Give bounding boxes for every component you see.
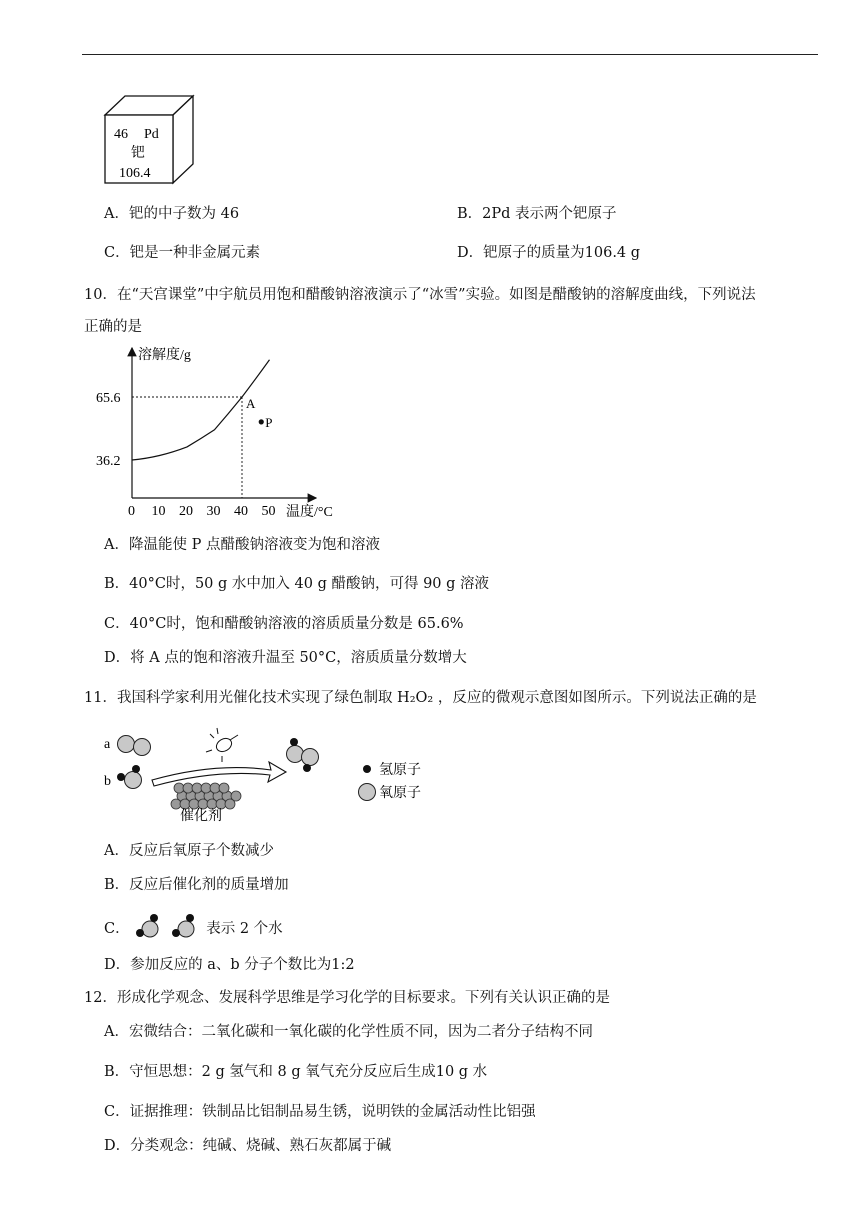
- x-tick-label: 0: [128, 504, 135, 519]
- q12-option-a: A．宏微结合：二氧化碳和一氧化碳的化学性质不同，因为二者分子结构不同: [104, 1024, 593, 1040]
- water-molecules-icon: [134, 914, 206, 940]
- q12-option-c: C．证据推理：铁制品比铝制品易生锈，说明铁的金属活动性比铝强: [104, 1104, 536, 1120]
- q11-stem: 11．我国科学家利用光催化技术实现了绿色制取 H₂O₂ ，反应的微观示意图如图所示。下列说法正确的是: [84, 690, 757, 706]
- x-axis-label: 温度/°C: [286, 505, 333, 520]
- hydrogen-atom: [303, 764, 311, 772]
- catalyst-label: 催化剂: [180, 809, 222, 824]
- q9-option-b: B．2Pd 表示两个钯原子: [457, 206, 617, 222]
- y-tick-label: 36.2: [96, 454, 121, 469]
- q10-stem-line1: 10．在“天宫课堂”中宇航员用饱和醋酸钠溶液演示了“冰雪”实验。如图是醋酸钠的溶解度曲线，下列说法: [84, 287, 756, 303]
- y-axis-label: 溶解度/g: [138, 348, 191, 363]
- element-mass: 106.4: [119, 166, 151, 181]
- legend-oxygen-icon: [359, 784, 376, 801]
- hydrogen-atom: [117, 773, 125, 781]
- q10-option-a: A．降温能使 P 点醋酸钠溶液变为饱和溶液: [104, 537, 380, 553]
- catalyst-spheres: [171, 783, 241, 809]
- oxygen-atom: [302, 749, 319, 766]
- q11-option-a: A．反应后氧原子个数减少: [104, 843, 274, 859]
- point-p-marker: [259, 419, 264, 424]
- q9-option-c: C．钯是一种非金属元素: [104, 245, 261, 261]
- x-tick-label: 50: [261, 504, 276, 519]
- reactant-b-label: b: [104, 774, 111, 789]
- x-tick-label: 40: [234, 504, 248, 519]
- x-tick-label: 20: [179, 504, 193, 519]
- q12-option-b: B．守恒思想：2 g 氢气和 8 g 氧气充分反应后生成10 g 水: [104, 1064, 488, 1080]
- q10-option-c: C．40°C时，饱和醋酸钠溶液的溶质质量分数是 65.6%: [104, 616, 464, 632]
- solubility-chart: [94, 340, 344, 525]
- q11-option-d: D．参加反应的 a、b 分子个数比为1:2: [104, 957, 355, 973]
- point-p-label: P: [265, 414, 273, 430]
- hydrogen-atom: [290, 738, 298, 746]
- reactant-a-label: a: [104, 737, 111, 752]
- element-symbol: Pd: [144, 127, 159, 142]
- oxygen-atom: [125, 772, 142, 789]
- photocatalysis-diagram: [96, 722, 446, 832]
- light-bulb-icon: [206, 728, 238, 762]
- x-tick-label: 30: [206, 504, 221, 519]
- oxygen-atom: [118, 736, 135, 753]
- oxygen-atom: [134, 739, 151, 756]
- q11-option-c: C． 表示 2 个水: [104, 914, 283, 940]
- legend-hydrogen-label: 氢原子: [379, 763, 421, 778]
- q12-stem: 12．形成化学观念、发展科学思维是学习化学的目标要求。下列有关认识正确的是: [84, 990, 610, 1006]
- hydrogen-atom: [132, 765, 140, 773]
- element-name: 钯: [131, 146, 145, 161]
- x-tick-label: 10: [151, 504, 166, 519]
- q9-option-d: D．钯原子的质量为106.4 g: [457, 245, 641, 261]
- point-a-label: A: [246, 396, 256, 411]
- legend-oxygen-label: 氧原子: [379, 786, 421, 801]
- q10-stem-line2: 正确的是: [84, 319, 142, 335]
- q9-option-a: A．钯的中子数为 46: [104, 206, 240, 222]
- q11-option-b: B．反应后催化剂的质量增加: [104, 877, 289, 893]
- q12-option-d: D．分类观念：纯碱、烧碱、熟石灰都属于碱: [104, 1138, 392, 1154]
- header-rule: [82, 54, 818, 55]
- palladium-element-cube: [100, 94, 200, 188]
- oxygen-atom: [287, 746, 304, 763]
- element-number: 46: [114, 127, 128, 142]
- q10-option-b: B．40°C时，50 g 水中加入 40 g 醋酸钠，可得 90 g 溶液: [104, 576, 490, 592]
- q10-option-d: D．将 A 点的饱和溶液升温至 50°C，溶质质量分数增大: [104, 650, 467, 666]
- y-tick-label: 65.6: [96, 391, 121, 406]
- reaction-arrow: [152, 762, 286, 786]
- legend-hydrogen-icon: [363, 765, 371, 773]
